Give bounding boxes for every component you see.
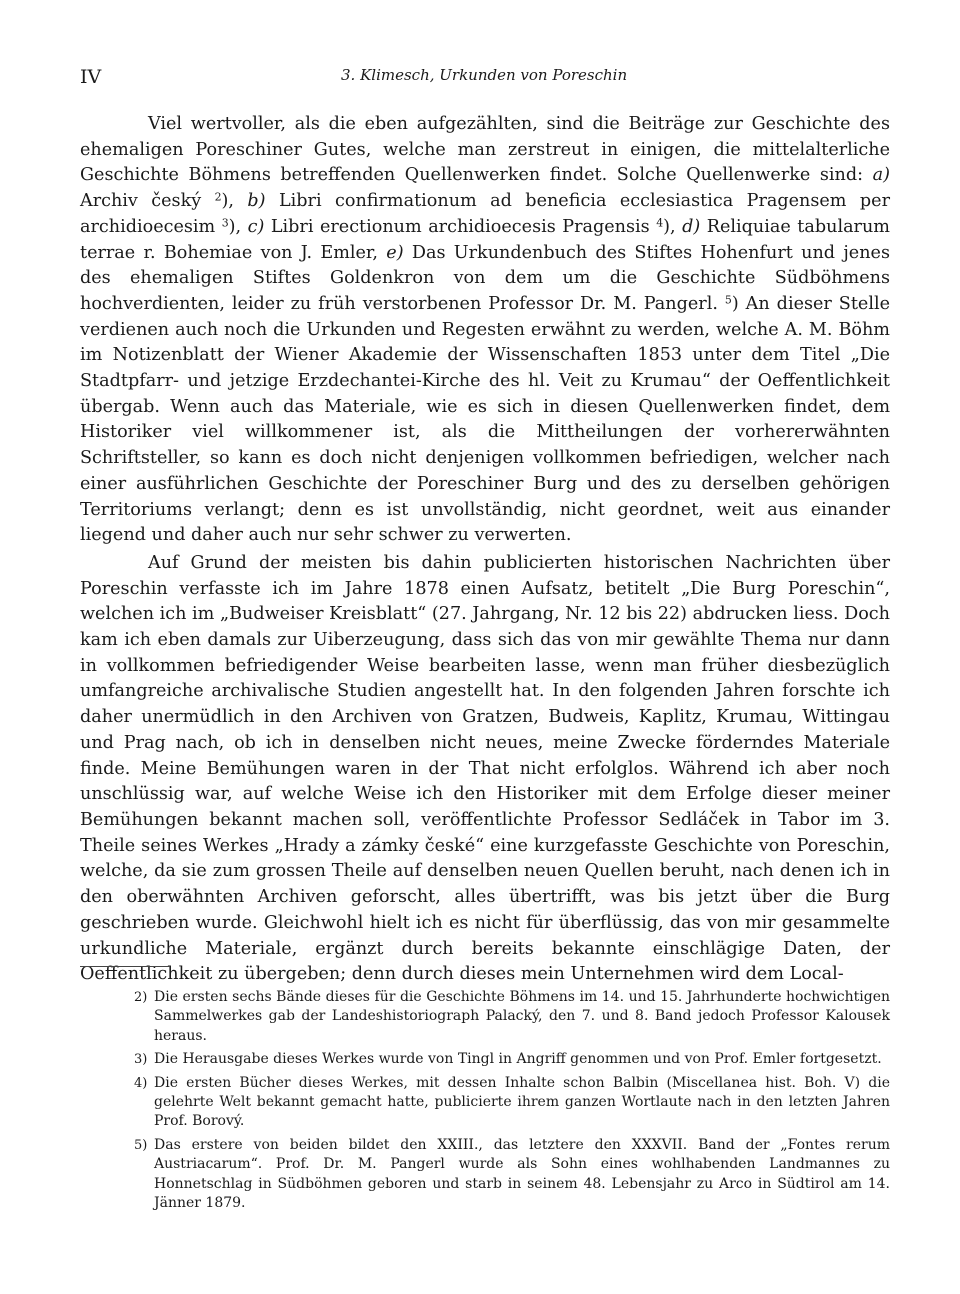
- footnote-4: [134, 1074, 890, 1132]
- footnote-text: Die Herausgabe dieses Werkes wurde von Tingl in Angriff genommen und von Prof. Emler fortgesetzt.: [154, 1051, 882, 1068]
- footnote-mark: 2): [134, 990, 148, 1005]
- paragraph-1: [80, 112, 890, 549]
- p1-text: Das Urkundenbuch des Stiftes Hohenfurt und jenes des ehemaligen Stiftes Goldenkron von dem um die Geschichte Südböhmens hochverdienten, leider zu früh verstorbenen Professor Dr. M. Pangerl.: [80, 242, 890, 314]
- p1-text: ),: [221, 191, 248, 212]
- footnote-3: [134, 1050, 890, 1069]
- footnote-mark: 4): [134, 1075, 148, 1091]
- page-number: IV: [80, 66, 102, 88]
- enum-a: a): [872, 165, 890, 186]
- p1-text: Archiv český: [80, 191, 215, 212]
- footnote-ref-4: 4: [656, 216, 664, 230]
- p1-text: Reliquiae tabularum terrae r. Bohemiae von J. Emler,: [80, 216, 890, 263]
- p1-text: ) An dieser Stelle verdienen auch noch die Urkunden und Regesten erwähnt zu werden, welche A. M. Böhm im Notizenblatt der Wiener Akademie der Wissenschaften 1853 unter dem Titel „Die Stadtpfarr- und jetzige Erzdechantei-Kirche des hl. Veit zu Krumau“ der Oeffentlichkeit übergab. Wenn auch das Materiale, wie es sich in diesen Quellenwerken findet, dem Historiker viel willkommener ist, als die Mittheilungen der vorhererwähnten Schriftsteller, so kann es doch nicht denjenigen vollkommen befriedigen, welcher nach einer ausführlichen Geschichte der Poreschiner Burg und des zu derselben gehörigen Territoriums verlangt; denn es ist unvollständig, nicht geordnet, weit aus einander liegend und daher auch nur sehr schwer zu verwerten.: [80, 293, 891, 546]
- footnote-5: [134, 1136, 890, 1214]
- footnote-2: [134, 988, 890, 1046]
- p1-text: Libri confirmationum ad beneficia ecclesiastica Pragensem per archidioecesim: [80, 191, 890, 237]
- p1-text: Viel wertvoller, als die eben aufgezählten, sind die Beiträge zur Geschichte des ehemaligen Poreschiner Gutes, welche man zerstreut in einigen, die mittelalterliche Geschichte Böhmens betreffenden Quellenwerken findet. Solche Quellenwerke sind:: [80, 114, 890, 186]
- main-text: [80, 112, 890, 988]
- footnote-ref-3: 3: [221, 216, 229, 230]
- footnote-text: Die ersten sechs Bände dieses für die Geschichte Böhmens im 14. und 15. Jahrhunderte hochwichtigen Sammelwerkes gab der Landeshistoriograph Palacký, den 7. und 8. Band jedoch Professor Kalousek heraus.: [154, 989, 890, 1044]
- footnote-mark: 5): [134, 1137, 148, 1153]
- enum-d: d): [682, 216, 701, 237]
- enum-c: c): [247, 216, 265, 237]
- enum-b: b): [247, 191, 266, 212]
- running-title: 3. Klimesch, Urkunden von Poreschin: [341, 66, 628, 84]
- footnote-ref-2: 2: [214, 190, 222, 204]
- footnotes: [134, 988, 890, 1217]
- footnote-mark: 3): [134, 1052, 148, 1068]
- footnote-ref-5: 5: [724, 293, 732, 307]
- enum-e: e): [386, 242, 404, 263]
- p1-text: ),: [663, 216, 683, 237]
- footnote-text: Das erstere von beiden bildet den XXIII., das letztere den XXXVII. Band der „Fontes rerum Austriacarum“. Prof. Dr. M. Pangerl wurde als Sohn eines wohlhabenden Landmannes zu Honnetschlag in Südböhmen geboren und starb in seinem 48. Lebensjahr zu Arco in Südtirol am 14. Jänner 1879.: [154, 1136, 890, 1212]
- p1-text: ),: [228, 216, 248, 237]
- footnote-text: Die ersten Bücher dieses Werkes, mit dessen Inhalte schon Balbin (Miscellanea hist. Boh. V) die gelehrte Welt bekannt gemacht hatte, publicierte ihrem ganzen Wortlaute nach in den letzten Jahren Prof. Borový.: [154, 1074, 890, 1130]
- footnote-separator: [80, 966, 170, 967]
- p1-text: Libri erectionum archidioecesis Pragensis: [264, 216, 657, 237]
- paragraph-2: Auf Grund der meisten bis dahin publicierten historischen Nachrichten über Poreschin verfasste ich im Jahre 1878 einen Aufsatz, betitelt „Die Burg Poreschin“, welchen ich im „Budweiser Kreisblatt“ (27. Jahrgang, Nr. 12 bis 22) abdrucken liess. Doch kam ich eben damals zur Uiberzeugung, dass sich das von mir gewählte Thema nur dann in vollkommen befriedigender Weise bearbeiten lasse, wenn man früher diesbezüglich umfangreiche archivalische Studien angestellt hat. In den folgenden Jahren forschte ich daher unermüdlich in den Archiven von Gratzen, Budweis, Kaplitz, Krumau, Wittingau und Prag nach, ob ich in denselben nicht neues, meine Zwecke förderndes Materiale finde. Meine Bemühungen waren in der That nicht erfolglos. Während ich aber noch unschlüssig war, auf welche Weise ich den Historiker mit dem Erfolge dieser meiner Bemühungen bekannt machen soll, veröffentlichte Professor Sedláček in Tabor im 3. Theile seines Werkes „Hrady a zámky české“ eine kurzgefasste Geschichte von Poreschin, welche, da sie zum grossen Theile auf denselben neuen Quellen beruht, nach denen ich in den oberwähnten Archiven geforscht, alles übertrifft, was bis jetzt über die Burg geschrieben wurde. Gleichwohl hielt ich es nicht für überflüssig, das von mir gesammelte urkundliche Materiale, ergänzt durch bereits bekannte einschlägige Daten, der Oeffentlichkeit zu übergeben; denn durch dieses mein Unternehmen wird dem Local-: [80, 552, 890, 985]
